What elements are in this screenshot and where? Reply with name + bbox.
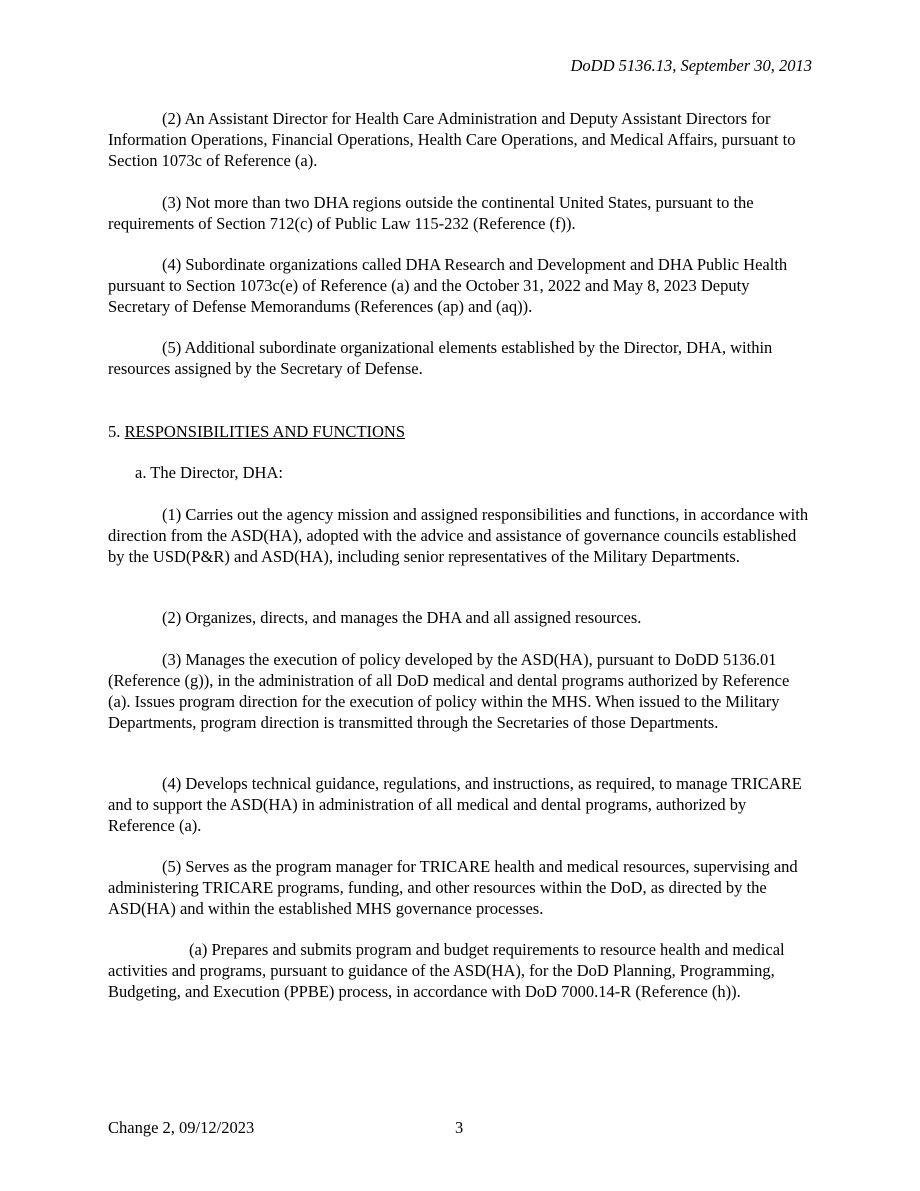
paragraph-4-3: (3) Not more than two DHA regions outside the continental United States, pursuant to the requirements of Section 712(c) of Public Law 115-232 (Reference (f)). <box>108 193 754 233</box>
section-title: RESPONSIBILITIES AND FUNCTIONS <box>124 422 406 441</box>
document-header: DoDD 5136.13, September 30, 2013 <box>570 56 812 75</box>
paragraph-5a-4: (4) Develops technical guidance, regulations, and instructions, as required, to manage TRICARE and to support the ASD(HA) in administration of all medical and dental programs, authorized by Reference (a). <box>108 774 802 835</box>
subsection-a-heading: a. The Director, DHA: <box>135 463 283 482</box>
footer-change-note: Change 2, 09/12/2023 <box>108 1118 255 1137</box>
section-number: 5. <box>108 422 125 441</box>
paragraph-4-5: (5) Additional subordinate organizational elements established by the Director, DHA, within resources assigned by the Secretary of Defense. <box>108 338 773 378</box>
paragraph-5a-3: (3) Manages the execution of policy developed by the ASD(HA), pursuant to DoDD 5136.01 (Reference (g)), in the administration of all DoD medical and dental programs authorized by Reference (a). Issues program direction for the execution of policy within the MHS. When issued to the Military Departments, program direction is transmitted through the Secretaries of those Departments. <box>108 650 790 732</box>
paragraph-5a-5-a: (a) Prepares and submits program and budget requirements to resource health and medical activities and programs, pursuant to guidance of the ASD(HA), for the DoD Planning, Programming, Budgeting, and Execution (PPBE) process, in accordance with DoD 7000.14-R (Reference (h)). <box>108 940 785 1001</box>
paragraph-4-2: (2) An Assistant Director for Health Care Administration and Deputy Assistant Directors for Information Operations, Financial Operations, Health Care Operations, and Medical Affairs, pursuant to Section 1073c of Reference (a). <box>108 109 796 170</box>
footer-page-number: 3 <box>455 1118 464 1137</box>
paragraph-5a-2: (2) Organizes, directs, and manages the DHA and all assigned resources. <box>162 608 642 627</box>
paragraph-4-4: (4) Subordinate organizations called DHA Research and Development and DHA Public Health pursuant to Section 1073c(e) of Reference (a) and the October 31, 2022 and May 8, 2023 Deputy Secretary of Defense Memorandums (References (ap) and (aq)). <box>108 255 788 316</box>
section-heading <box>108 421 405 442</box>
paragraph-5a-1: (1) Carries out the agency mission and assigned responsibilities and functions, in accordance with direction from the ASD(HA), adopted with the advice and assistance of governance councils established by the USD(P&R) and ASD(HA), including senior representatives of the Military Departments. <box>108 505 809 566</box>
paragraph-5a-5: (5) Serves as the program manager for TRICARE health and medical resources, supervising and administering TRICARE programs, funding, and other resources within the DoD, as directed by the ASD(HA) and within the established MHS governance processes. <box>108 857 798 918</box>
